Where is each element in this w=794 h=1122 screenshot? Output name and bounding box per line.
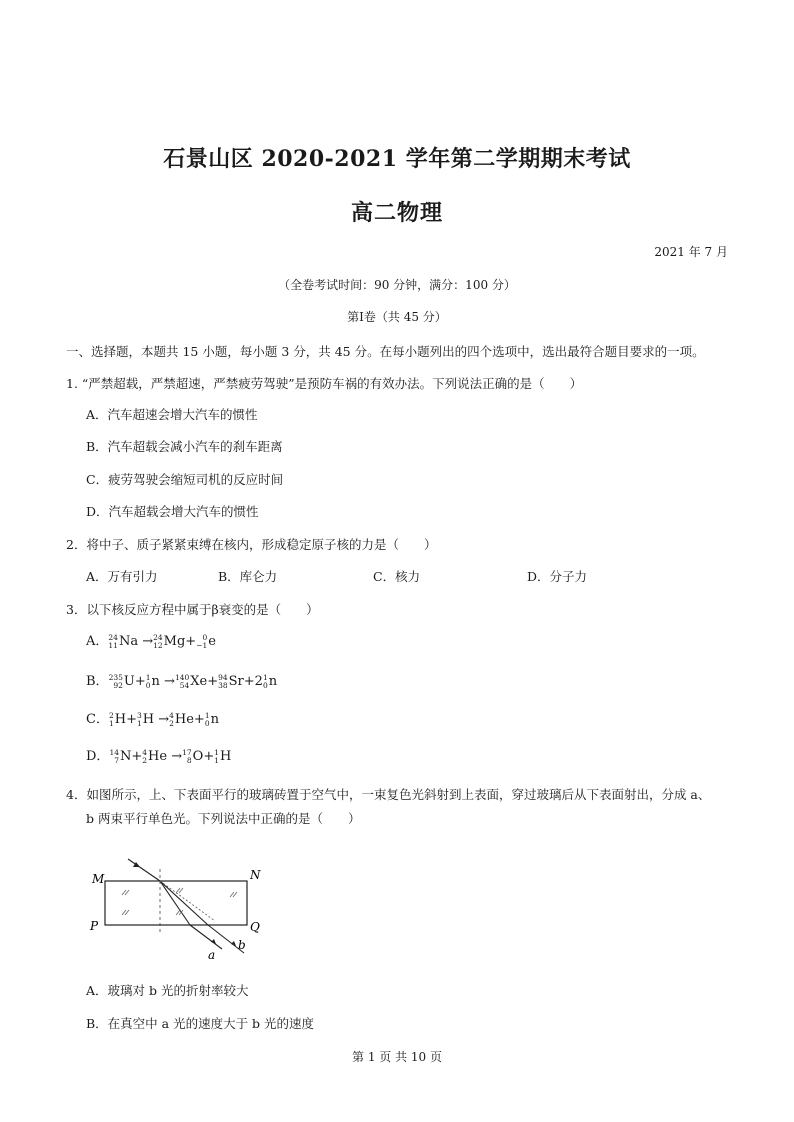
q4-option-a: A．玻璃对 b 光的折射率较大 <box>86 983 249 998</box>
label-m: M <box>92 872 105 886</box>
exam-date: 2021 年 7 月 <box>654 245 728 259</box>
subject-title: 高二物理 <box>350 200 443 226</box>
q4-stem-line1: 4．如图所示，上、下表面平行的玻璃砖置于空气中，一束复色光斜射到上表面，穿过玻璃后从下表面射出，分成 a、 <box>66 787 711 802</box>
q1-option-d: D．汽车超载会增大汽车的惯性 <box>86 504 259 519</box>
q1-option-a: A．汽车超速会增大汽车的惯性 <box>86 407 258 422</box>
q3-option-d: D． 14 7 N+ 4 2 He → 17 8 O+ 1 1 H <box>86 747 232 765</box>
section-intro: 一、选择题，本题共 15 小题，每小题 3 分，共 45 分。在每小题列出的四个选项中，选出最符合题目要求的一项。 <box>66 344 705 359</box>
q2-option-d: D．分子力 <box>527 569 588 584</box>
label-n: N <box>250 868 261 882</box>
exam-title: 石景山区 2020-2021 学年第二学期期末考试 <box>163 146 631 172</box>
glass-brick-figure <box>80 845 280 970</box>
glass-brick <box>105 881 247 925</box>
q1-option-c: C．疲劳驾驶会缩短司机的反应时间 <box>86 472 284 487</box>
q2-option-a: A．万有引力 <box>86 569 158 584</box>
q1-stem: 1. “严禁超载，严禁超速，严禁疲劳驾驶”是预防车祸的有效办法。下列说法正确的是（ ） <box>66 376 583 391</box>
q4-option-b: B．在真空中 a 光的速度大于 b 光的速度 <box>86 1016 315 1031</box>
label-p: P <box>90 919 99 933</box>
label-a: a <box>208 948 216 962</box>
glass-hatching <box>122 888 237 915</box>
label-b: b <box>238 938 246 952</box>
refracted-ray-a <box>160 881 190 925</box>
incident-ray <box>128 859 160 881</box>
q4-stem-line2: b 两束平行单色光。下列说法中正确的是（ ） <box>86 811 361 826</box>
q3-stem: 3．以下核反应方程中属于β衰变的是（ ） <box>66 602 319 617</box>
extension-line <box>160 881 215 921</box>
volume-heading: 第Ⅰ卷（共 45 分） <box>347 310 447 324</box>
page-footer: 第 1 页 共 10 页 <box>352 1050 442 1064</box>
q3-option-a: A． 24 11 Na → 24 12 Mg+ 0 −1 e <box>86 632 216 650</box>
q2-option-c: C．核力 <box>373 569 421 584</box>
q3-option-b: B． 235 92 U+ 1 0 n → 140 54 Xe+ 94 38 Sr+2 1 0 n <box>86 672 278 690</box>
q3-option-c: C． 2 1 H+ 3 1 H → 4 2 He+ 1 0 n <box>86 710 219 728</box>
label-q: Q <box>250 920 260 934</box>
q1-option-b: B．汽车超载会减小汽车的刹车距离 <box>86 439 283 454</box>
q2-stem: 2．将中子、质子紧紧束缚在核内，形成稳定原子核的力是（ ） <box>66 537 437 552</box>
q2-option-b: B．库仑力 <box>218 569 278 584</box>
exit-ray-a <box>190 925 222 949</box>
refracted-ray-b <box>160 881 208 925</box>
exam-note: （全卷考试时间：90 分钟，满分：100 分） <box>278 278 516 292</box>
